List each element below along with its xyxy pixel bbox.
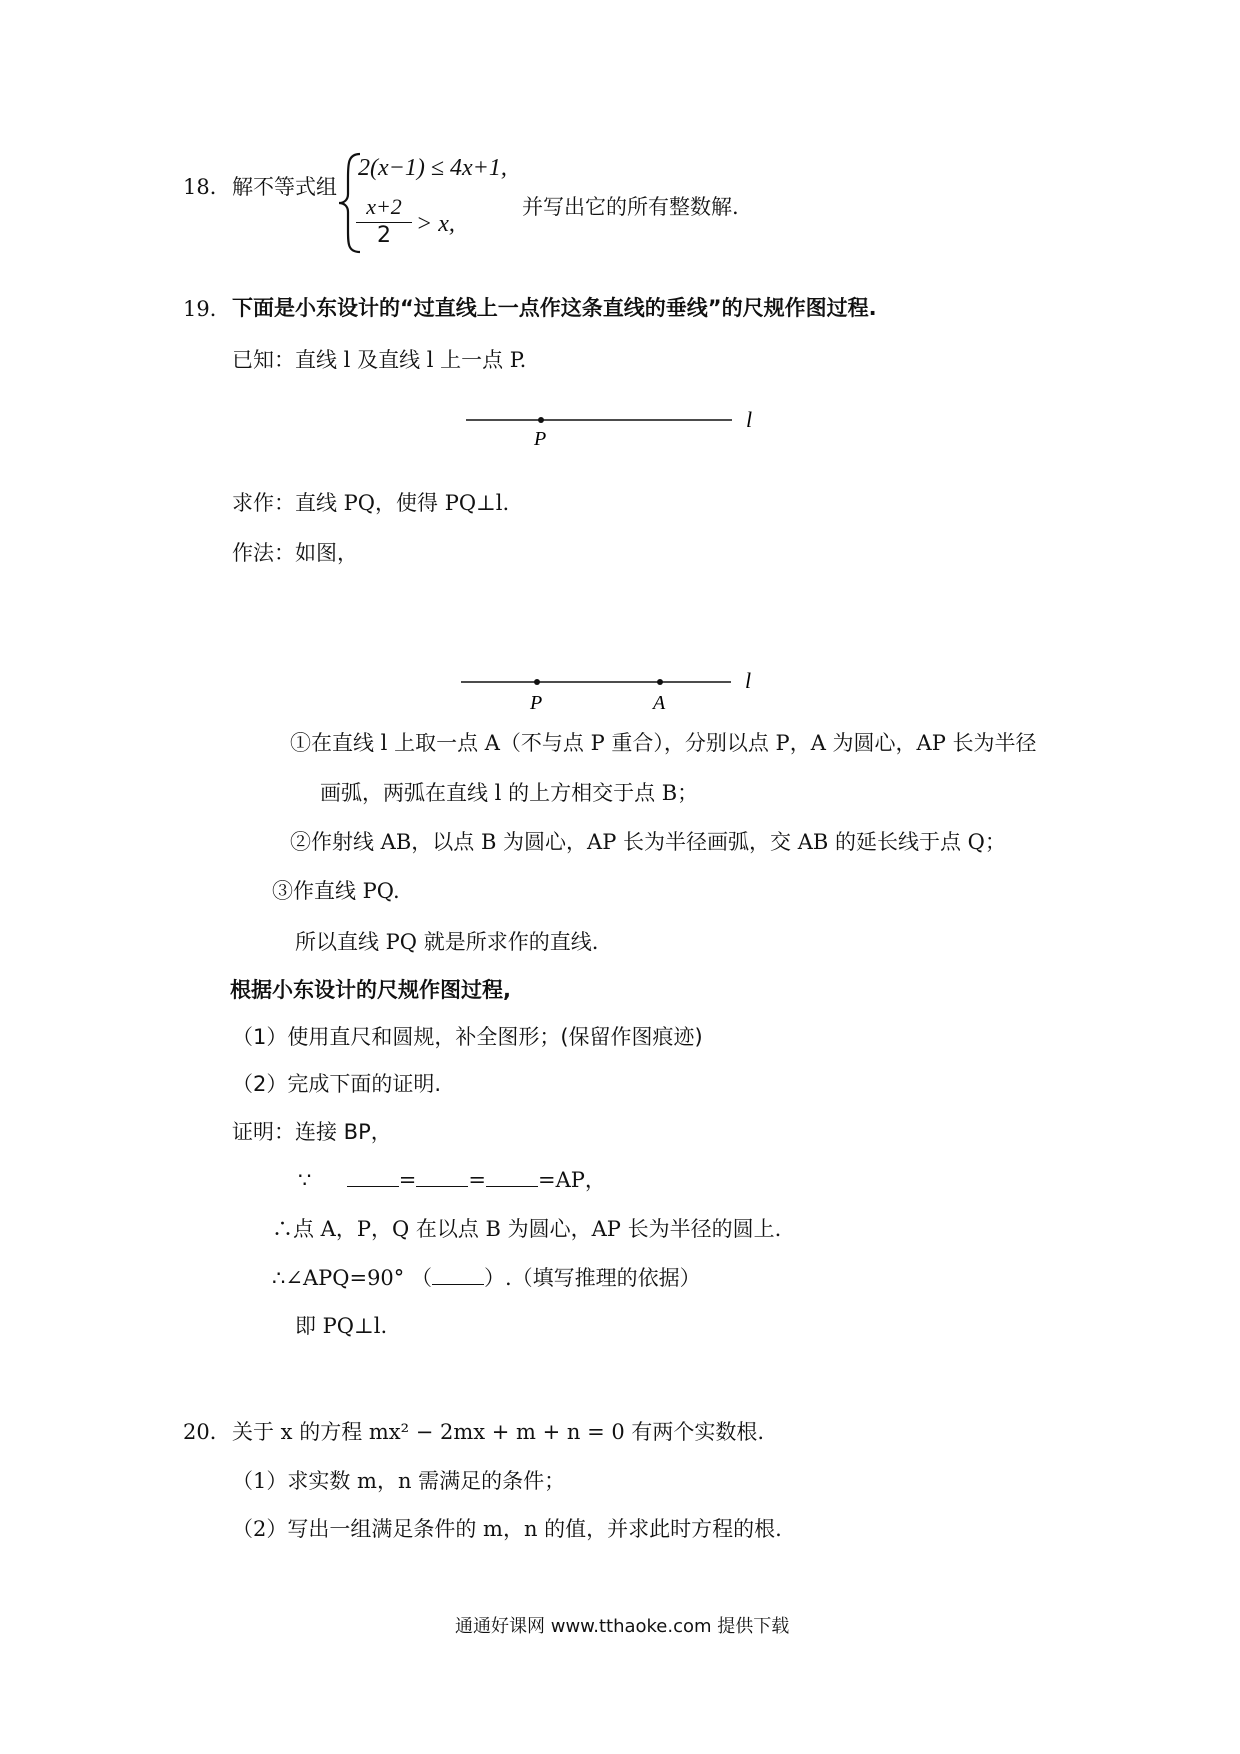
figure-2 — [455, 670, 765, 714]
q19-part-1: （1）使用直尺和圆规，补全图形；(保留作图痕迹) — [232, 1025, 703, 1049]
figure-1-label-l: l — [746, 407, 753, 432]
step-3: ③作直线 PQ. — [272, 879, 400, 903]
proof-eq-1: = — [398, 1168, 417, 1192]
proof-therefore-1: ∴点 A，P，Q 在以点 B 为圆心，AP 长为半径的圆上. — [272, 1217, 782, 1241]
figure-2-label-a: A — [653, 692, 666, 714]
step-1-line-b: 画弧，两弧在直线 l 的上方相交于点 B； — [320, 781, 699, 805]
q18-inequality-1: 2(x−1) ≤ 4x+1, — [358, 155, 507, 181]
q19-title: 下面是小东设计的“过直线上一点作这条直线的垂线”的尺规作图过程. — [232, 296, 877, 320]
proof-therefore-2-end: ）.（填写推理的依据） — [483, 1266, 701, 1290]
q18-fraction-numerator: x+2 — [366, 194, 402, 219]
q20-number: 20． — [183, 1420, 231, 1444]
proof-eq-end: =AP， — [537, 1168, 606, 1192]
proof-eq-2: = — [468, 1168, 486, 1192]
q19-basis: 根据小东设计的尺规作图过程, — [230, 978, 511, 1002]
footer: 通通好课网 www.tthaoke.com 提供下载 — [455, 1616, 790, 1637]
proof-because-line — [298, 1164, 606, 1194]
q19-method: 作法：如图， — [232, 541, 358, 565]
proof-therefore-2-start: ∴∠APQ=90° （ — [272, 1266, 432, 1290]
step-1-line-a: ①在直线 l 上取一点 A（不与点 P 重合），分别以点 P，A 为圆心，AP 长为半径 — [290, 731, 1037, 755]
q20-part-1: （1）求实数 m，n 需满足的条件； — [232, 1469, 566, 1493]
q19-given: 已知：直线 l 及直线 l 上一点 P. — [232, 348, 527, 372]
q18-number: 18． — [183, 175, 231, 199]
q19-number: 19． — [183, 297, 231, 321]
proof-blank-3[interactable] — [486, 1168, 538, 1187]
proof-final: 即 PQ⊥l. — [295, 1314, 388, 1338]
proof-reason-blank[interactable] — [432, 1266, 484, 1285]
because-symbol: ∵ — [298, 1168, 312, 1192]
figure-2-point-a — [657, 679, 663, 685]
q18-tail: 并写出它的所有整数解. — [522, 195, 739, 219]
figure-2-label-p: P — [530, 692, 543, 714]
figure-1 — [460, 405, 760, 449]
q20-text: 关于 x 的方程 mx² − 2mx + m + n = 0 有两个实数根. — [232, 1420, 765, 1444]
proof-start: 证明：连接 BP， — [232, 1120, 392, 1144]
proof-blank-2[interactable] — [416, 1168, 468, 1187]
step-2: ②作射线 AB，以点 B 为圆心，AP 长为半径画弧，交 AB 的延长线于点 Q； — [290, 830, 1006, 854]
proof-blank-1[interactable] — [347, 1168, 399, 1187]
q18-fraction — [356, 194, 412, 248]
q18-inequality-2-rest: > x, — [416, 211, 455, 237]
figure-2-point-p — [534, 679, 540, 685]
q18-fraction-denominator: 2 — [377, 223, 391, 248]
q19-find: 求作：直线 PQ，使得 PQ⊥l. — [232, 491, 510, 515]
figure-1-label-p: P — [534, 428, 547, 449]
proof-therefore-2 — [272, 1262, 701, 1292]
q18-lead: 解不等式组 — [232, 175, 337, 199]
construction-conclusion: 所以直线 PQ 就是所求作的直线. — [295, 930, 599, 954]
figure-1-point-p — [538, 417, 544, 423]
q19-part-2: （2）完成下面的证明. — [232, 1072, 442, 1096]
q20-part-2: （2）写出一组满足条件的 m，n 的值，并求此时方程的根. — [232, 1517, 782, 1541]
figure-2-label-l: l — [745, 670, 752, 693]
